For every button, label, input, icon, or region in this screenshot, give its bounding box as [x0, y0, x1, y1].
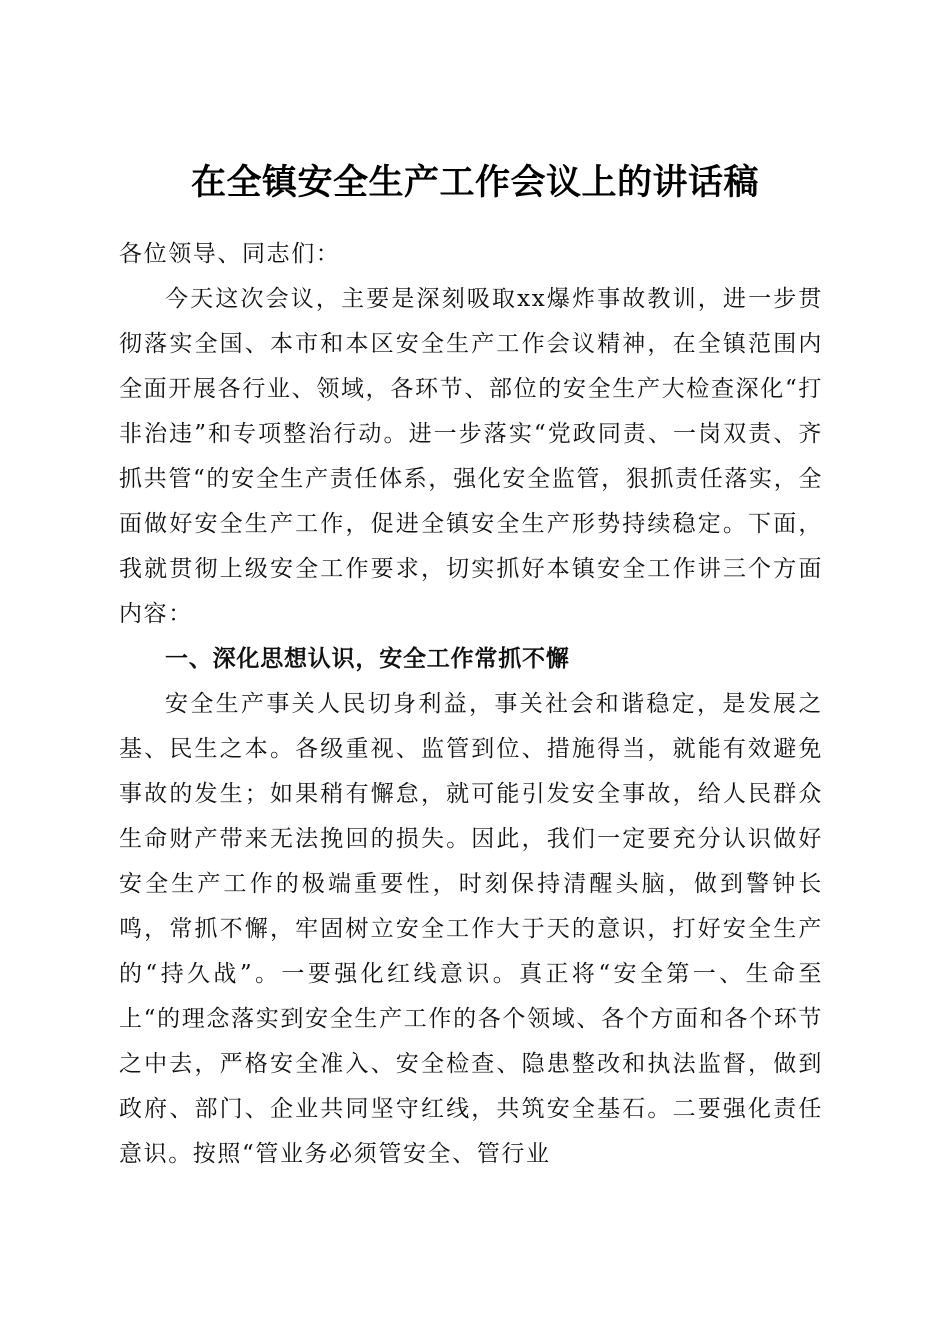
document-body — [119, 232, 823, 1177]
salutation: 各位领导、同志们： — [119, 241, 341, 267]
document-title: 在全镇安全生产工作会议上的讲话稿 — [190, 162, 759, 204]
paragraph-intro: 今天这次会议，主要是深刻吸取xx爆炸事故教训，进一步贯彻落实全国、本市和本区安全生产工作会议精神，在全镇范围内全面开展各行业、领域，各环节、部位的安全生产大检查深化“打非治违”和专项整治行动。进一步落实“党政同责、一岗双责、齐抓共管“的安全生产责任体系，强化安全监管，狠抓责任落实，全面做好安全生产工作，促进全镇安全生产形势持续稳定。下面，我就贯彻上级安全工作要求，切实抓好本镇安全工作讲三个方面内容： — [119, 286, 823, 627]
paragraph-section-1: 安全生产事关人民切身利益，事关社会和谐稳定，是发展之基、民生之本。各级重视、监管到位、措施得当，就能有效避免事故的发生；如果稍有懈怠，就可能引发安全事故，给人民群众生命财产带来无法挽回的损失。因此，我们一定要充分认识做好安全生产工作的极端重要性，时刻保持清醒头脑，做到警钟长鸣，常抓不懈，牢固树立安全工作大于天的意识，打好安全生产的“持久战”。一要强化红线意识。真正将“安全第一、生命至上“的理念落实到安全生产工作的各个领域、各个方面和各个环节之中去，严格安全准入、安全检查、隐患整改和执法监督，做到政府、部门、企业共同坚守红线，共筑安全基石。二要强化责任意识。按照“管业务必须管安全、管行业 — [119, 691, 823, 1167]
section-heading-1: 一、深化思想认识，安全工作常抓不懈 — [165, 646, 570, 672]
